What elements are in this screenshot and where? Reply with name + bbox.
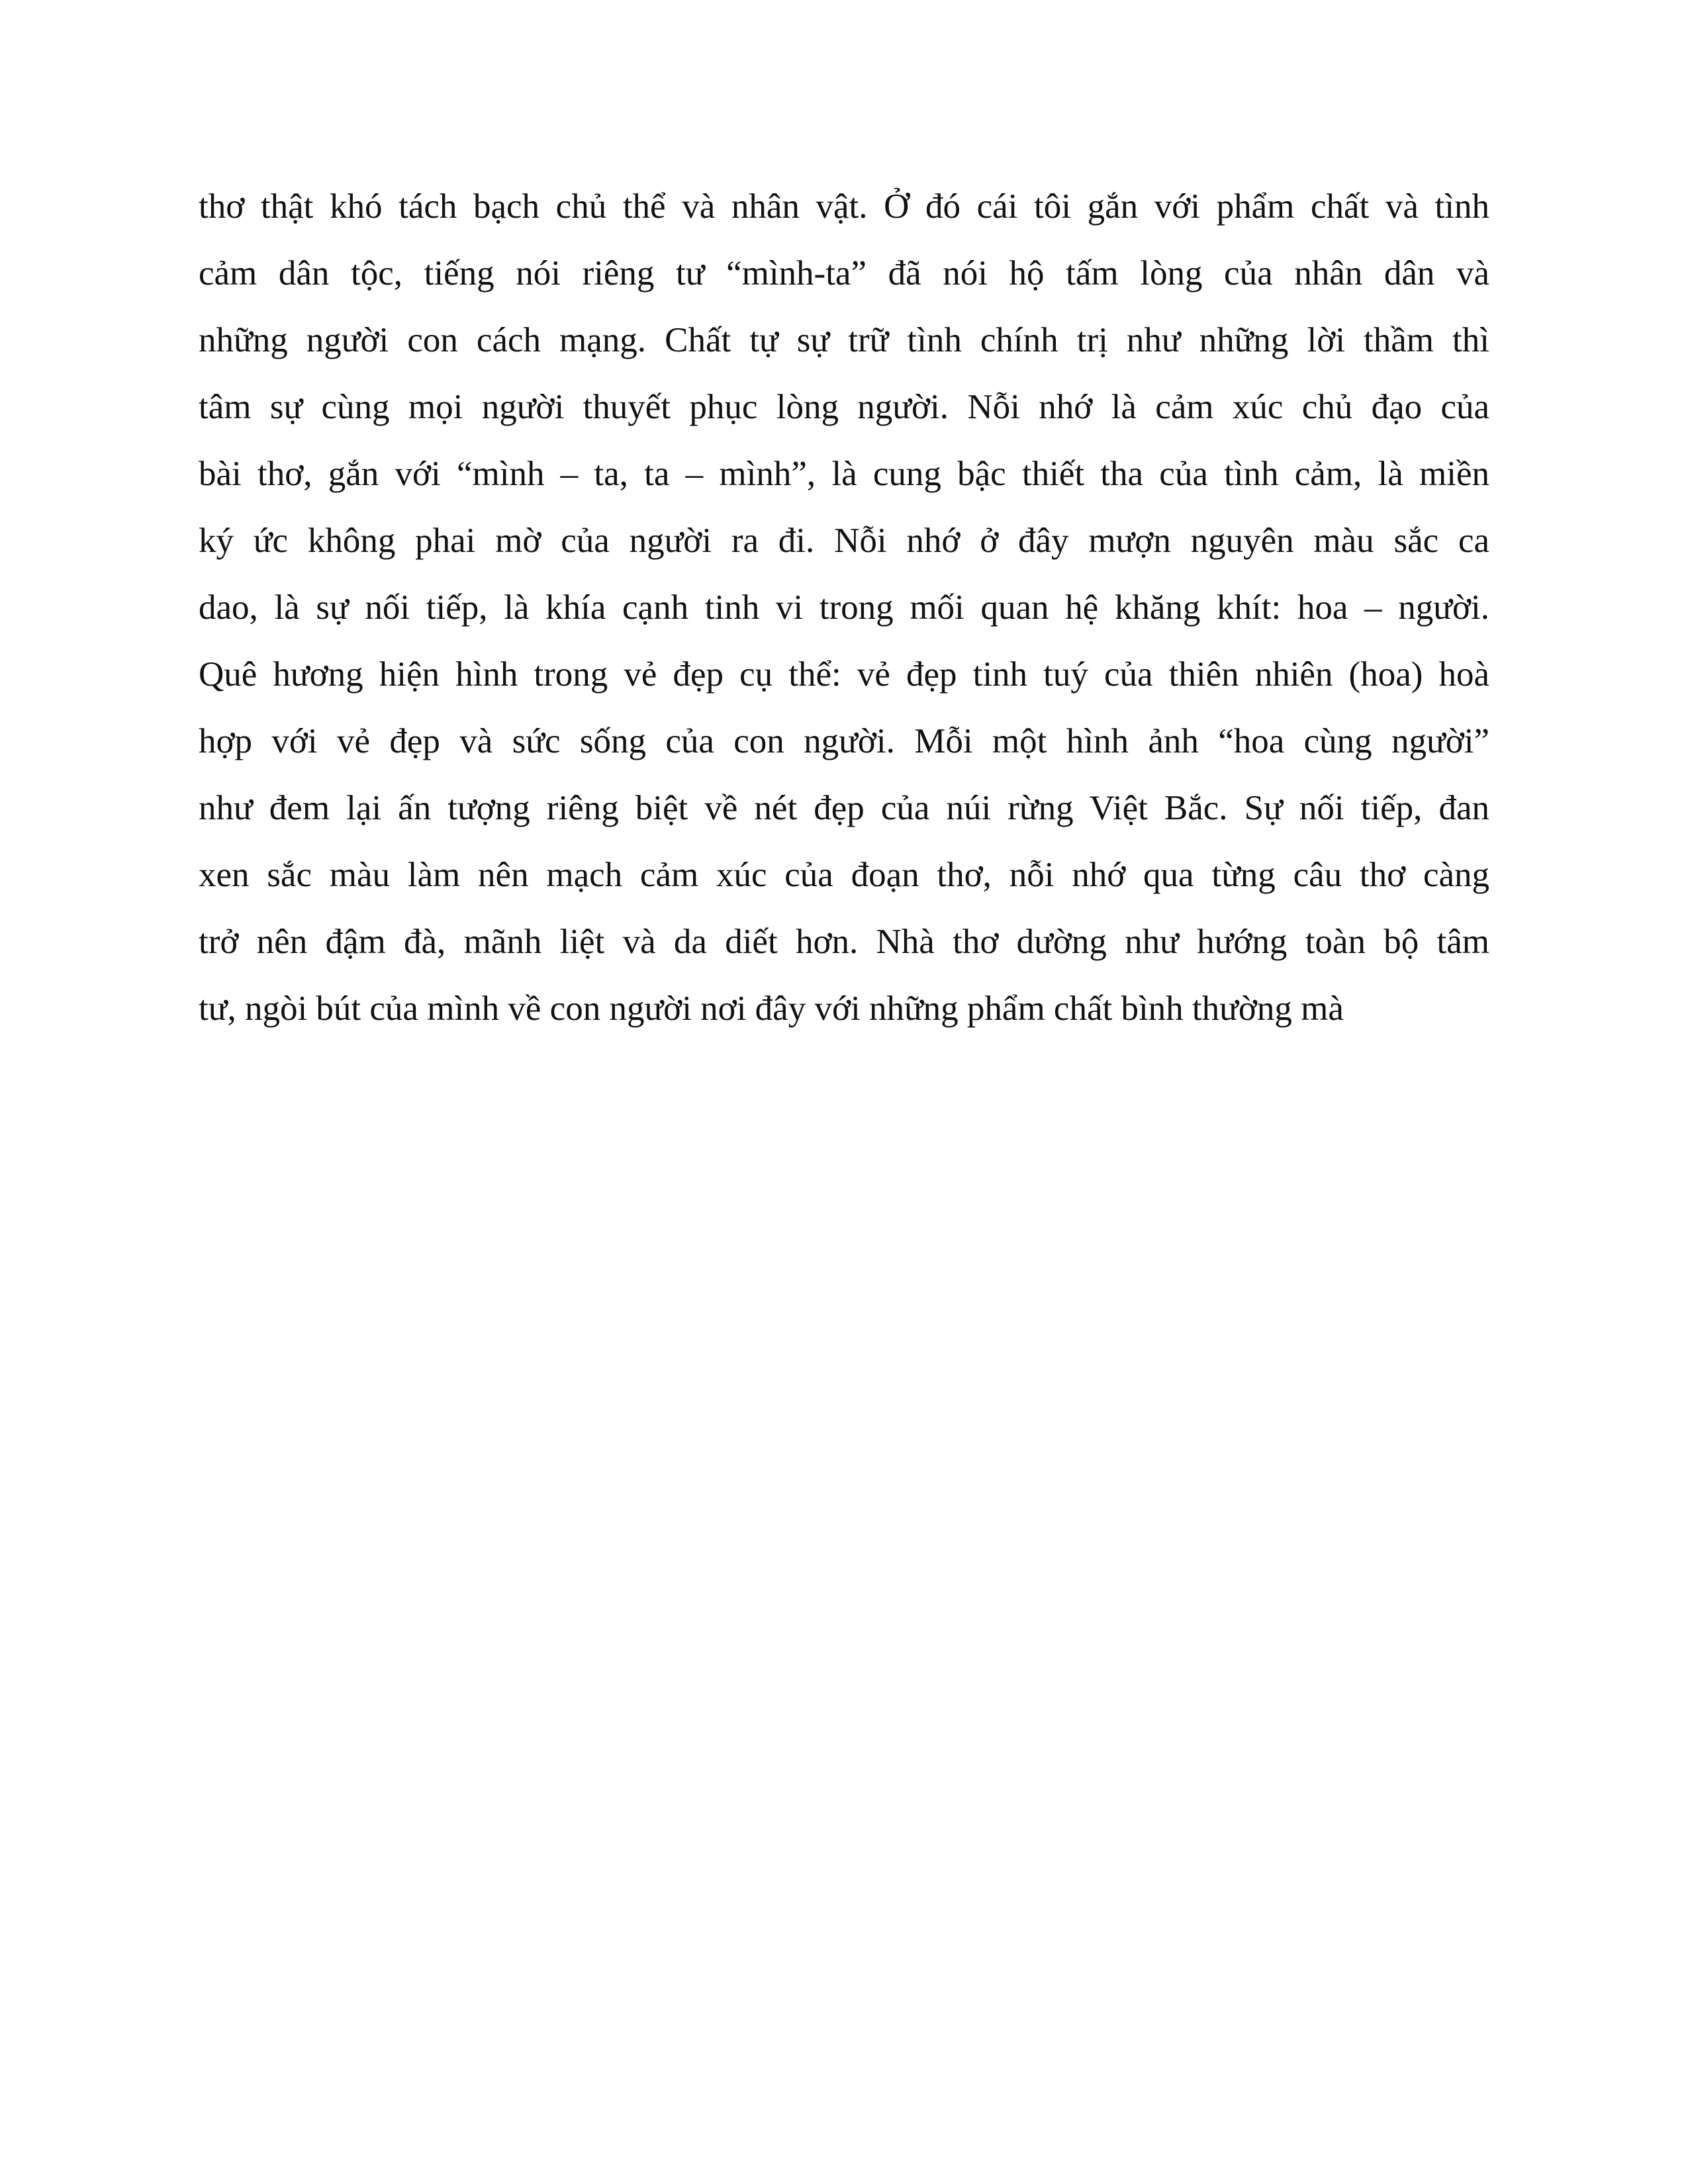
paragraph-line: tâm sự cùng mọi người thuyết phục lòng người. Nỗi nhớ là cảm xúc chủ đạo của <box>199 388 1489 426</box>
paragraph-line: hợp với vẻ đẹp và sức sống của con người. Mỗi một hình ảnh “hoa cùng người” <box>199 722 1489 760</box>
paragraph-line: xen sắc màu làm nên mạch cảm xúc của đoạn thơ, nỗi nhớ qua từng câu thơ càng <box>199 856 1489 894</box>
paragraph-line: dao, là sự nối tiếp, là khía cạnh tinh vi trong mối quan hệ khăng khít: hoa – người. <box>199 588 1489 627</box>
paragraph-line: những người con cách mạng. Chất tự sự trữ tình chính trị như những lời thầm thì <box>199 321 1489 359</box>
paragraph-line: tư, ngòi bút của mình về con người nơi đây với những phẩm chất bình thường mà <box>199 989 1344 1028</box>
paragraph-line: như đem lại ấn tượng riêng biệt về nét đẹp của núi rừng Việt Bắc. Sự nối tiếp, đan <box>199 789 1489 827</box>
paragraph-line: Quê hương hiện hình trong vẻ đẹp cụ thể: vẻ đẹp tinh tuý của thiên nhiên (hoa) hoà <box>199 655 1489 694</box>
body-paragraph <box>199 173 1489 1042</box>
paragraph-line: bài thơ, gắn với “mình – ta, ta – mình”, là cung bậc thiết tha của tình cảm, là miền <box>199 455 1489 493</box>
paragraph-line: trở nên đậm đà, mãnh liệt và da diết hơn. Nhà thơ dường như hướng toàn bộ tâm <box>199 923 1489 961</box>
paragraph-line: ký ức không phai mờ của người ra đi. Nỗi nhớ ở đây mượn nguyên màu sắc ca <box>199 522 1489 560</box>
paragraph-line: cảm dân tộc, tiếng nói riêng tư “mình-ta” đã nói hộ tấm lòng của nhân dân và <box>199 254 1489 293</box>
paragraph-line: thơ thật khó tách bạch chủ thể và nhân vật. Ở đó cái tôi gắn với phẩm chất và tình <box>199 187 1489 226</box>
